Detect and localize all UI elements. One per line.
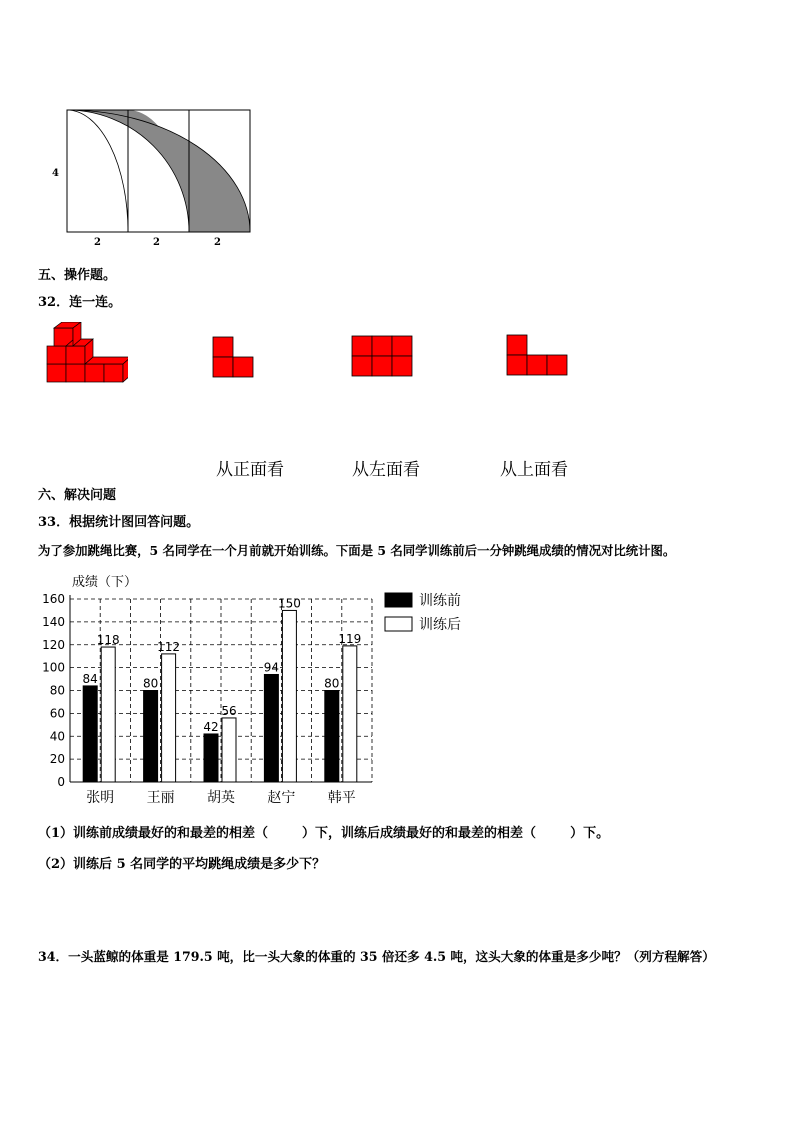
cube-solid-figure [44, 322, 128, 384]
view-label-top: 从上面看 [500, 460, 568, 480]
legend-swatch-before [385, 593, 412, 607]
data-label: 112 [157, 639, 181, 654]
question-33-intro: 为了参加跳绳比赛，5 名同学在一个月前就开始训练。下面是 5 名同学训练前后一分钟跳绳成绩的情况对比统计图。 [38, 543, 676, 558]
y-axis-label: 成绩（下） [72, 575, 138, 590]
x-tick-label: 王丽 [146, 790, 175, 806]
legend-label: 训练前 [419, 593, 461, 609]
bar-after [101, 647, 115, 782]
sub1-part-c: ）下。 [570, 826, 610, 841]
bar-before [83, 686, 97, 782]
y-tick-label: 120 [42, 637, 65, 652]
bar-before [144, 691, 158, 783]
quarter-circle-figure [40, 100, 270, 260]
view-label-front: 从正面看 [216, 460, 284, 480]
x-tick-label: 韩平 [327, 790, 356, 806]
data-label: 94 [263, 660, 280, 675]
y-tick-label: 100 [42, 660, 65, 675]
bar-after [162, 654, 176, 782]
sub1-part-b: ）下，训练后成绩最好的和最差的相差（ [302, 826, 537, 841]
x-tick-label: 胡英 [207, 790, 235, 806]
bar-before [204, 734, 218, 782]
question-32: 32．连一连。 [38, 295, 122, 310]
y-tick-label: 140 [42, 614, 65, 629]
legend-swatch-after [385, 617, 412, 631]
question-33: 33．根据统计图回答问题。 [38, 515, 200, 530]
width-label-2: 2 [153, 237, 160, 248]
x-tick-label: 张明 [86, 790, 115, 806]
height-label: 4 [52, 168, 59, 179]
section-six-heading: 六、解决问题 [38, 488, 117, 503]
y-tick-label: 20 [49, 752, 65, 767]
data-label: 118 [96, 633, 120, 648]
section-five-heading: 五、操作题。 [38, 268, 117, 283]
sub-question-1 [38, 822, 609, 841]
data-label: 42 [203, 719, 219, 734]
bar-after [222, 718, 236, 782]
data-label: 80 [142, 676, 159, 691]
y-tick-label: 60 [49, 706, 65, 721]
data-label: 56 [221, 703, 237, 718]
data-label: 119 [338, 631, 362, 646]
shaded-region-right [67, 110, 250, 232]
bar-before [325, 691, 339, 783]
view-shape-2 [351, 335, 413, 377]
y-tick-label: 40 [49, 729, 65, 744]
view-label-left: 从左面看 [352, 460, 420, 480]
view-shape-1 [212, 336, 256, 378]
data-label: 84 [82, 671, 98, 686]
legend-label: 训练后 [419, 617, 461, 633]
width-label-3: 2 [214, 237, 221, 248]
width-label-1: 2 [94, 237, 101, 248]
question-34: 34．一头蓝鲸的体重是 179.5 吨，比一头大象的体重的 35 倍还多 4.5 吨，这头大象的体重是多少吨？（列方程解答） [38, 949, 715, 964]
bar-after [343, 646, 357, 782]
x-tick-label: 赵宁 [267, 790, 296, 806]
sub1-part-a: （1）训练前成绩最好的和最差的相差（ [38, 826, 269, 841]
view-shape-3 [506, 334, 570, 376]
data-label: 150 [277, 596, 301, 611]
y-tick-label: 160 [42, 592, 65, 606]
bar-before [264, 674, 278, 782]
bar-after [282, 610, 296, 782]
y-tick-label: 0 [57, 775, 65, 789]
y-tick-label: 80 [49, 683, 65, 698]
bar-chart [36, 566, 476, 816]
data-label: 80 [324, 676, 340, 691]
sub-question-2: （2）训练后 5 名同学的平均跳绳成绩是多少下？ [38, 857, 326, 872]
